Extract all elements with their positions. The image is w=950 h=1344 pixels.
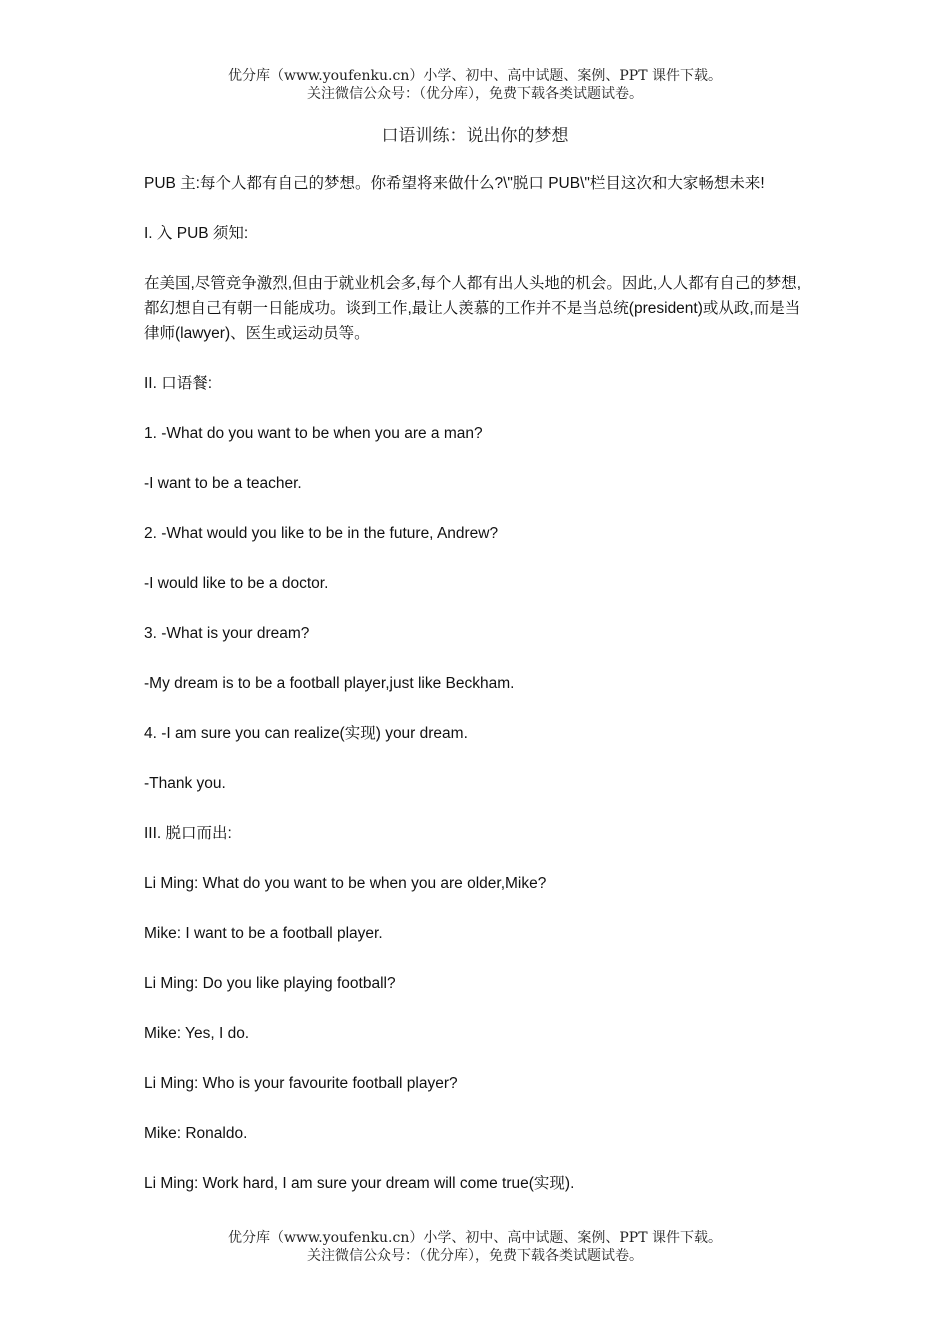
dialogue-line: -Thank you. bbox=[144, 775, 226, 792]
section-heading: III. 脱口而出: bbox=[144, 825, 232, 842]
dialogue-line: Li Ming: Work hard, I am sure your dream will come true(实现). bbox=[144, 1175, 575, 1192]
header-line-2: 关注微信公众号：（优分库），免费下载各类试题试卷。 bbox=[307, 86, 643, 102]
intro-paragraph: PUB 主:每个人都有自己的梦想。你希望将来做什么?\"脱口 PUB\"栏目这次和大家畅想未来! bbox=[144, 175, 765, 192]
dialogue-line: Li Ming: Who is your favourite football player? bbox=[144, 1075, 458, 1092]
dialogue-line: 2. -What would you like to be in the future, Andrew? bbox=[144, 525, 499, 542]
dialogue-line: 3. -What is your dream? bbox=[144, 625, 310, 642]
dialogue-line: Mike: Yes, I do. bbox=[144, 1025, 250, 1042]
section-heading: II. 口语餐: bbox=[144, 375, 213, 392]
dialogue-line: Li Ming: Do you like playing football? bbox=[144, 975, 396, 992]
page-footer bbox=[0, 1229, 950, 1265]
document-body bbox=[144, 171, 809, 1221]
dialogue-line: -I would like to be a doctor. bbox=[144, 575, 329, 592]
dialogue-line: 1. -What do you want to be when you are a man? bbox=[144, 425, 483, 442]
dialogue-line: Mike: Ronaldo. bbox=[144, 1125, 248, 1142]
page-header bbox=[0, 67, 950, 103]
section-heading: I. 入 PUB 须知: bbox=[144, 225, 249, 242]
document-title: 口语训练：说出你的梦想 bbox=[381, 126, 569, 146]
background-paragraph: 在美国,尽管竞争激烈,但由于就业机会多,每个人都有出人头地的机会。因此,人人都有自己的梦想,都幻想自己有朝一日能成功。谈到工作,最让人羡慕的工作并不是当总统(president)或从政,而是当律师(lawyer)、医生或运动员等。 bbox=[144, 275, 802, 342]
footer-line-1: 优分库（www.youfenku.cn）小学、初中、高中试题、案例、PPT 课件下载。 bbox=[227, 1230, 722, 1246]
dialogue-line: Mike: I want to be a football player. bbox=[144, 925, 383, 942]
dialogue-line: -My dream is to be a football player,just like Beckham. bbox=[144, 675, 515, 692]
footer-line-2: 关注微信公众号：（优分库），免费下载各类试题试卷。 bbox=[307, 1248, 643, 1264]
dialogue-line: -I want to be a teacher. bbox=[144, 475, 302, 492]
dialogue-line: Li Ming: What do you want to be when you are older,Mike? bbox=[144, 875, 547, 892]
header-line-1: 优分库（www.youfenku.cn）小学、初中、高中试题、案例、PPT 课件下载。 bbox=[227, 68, 722, 84]
dialogue-line: 4. -I am sure you can realize(实现) your dream. bbox=[144, 725, 468, 742]
